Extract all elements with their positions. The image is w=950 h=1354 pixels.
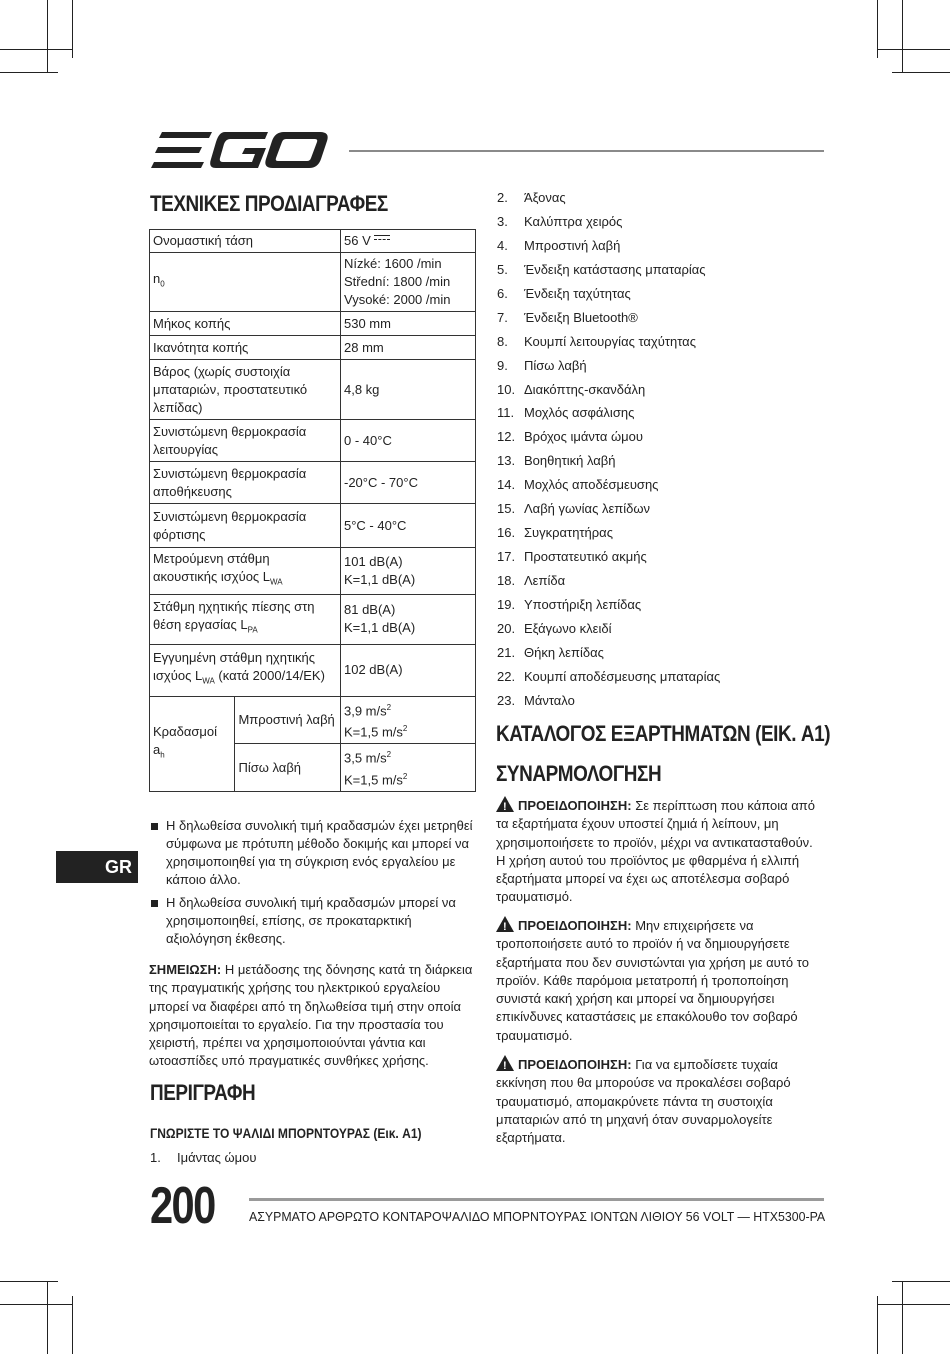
warning-paragraph: !ΠΡΟΕΙΔΟΠΟΙΗΣΗ: Μην επιχειρήσετε να τροποποιήσετε αυτό το προϊόν ή να δημιουργήσετε εξαρτήματα που δεν συνιστώνται για χρήση με αυτό το προϊόν. Κάθε παρόμοια μετατροπή ή τροποποίηση συνιστά κακή χρήση και μπορεί να δημιουργήσει επικίνδυνες καταστάσεις με επακόλουθο τον σοβαρό τραυματισμό. — [496, 916, 816, 1045]
table-row — [150, 696, 476, 744]
list-item: Η δηλωθείσα συνολική τιμή κραδασμών μπορεί να χρησιμοποιηθεί, επίσης, σε προκαταρκτική αξιολόγηση έκθεσης. — [149, 894, 479, 948]
description-subtitle: ΓΝΩΡΙΣΤΕ ΤΟ ΨΑΛΙΔΙ ΜΠΟΡΝΤΟΥΡΑΣ (Εικ. A1) — [150, 1125, 422, 1141]
spec-value: Nízké: 1600 /min Střední: 1800 /min Vysoké: 2000 /min — [341, 253, 476, 312]
table-row — [150, 230, 476, 253]
spec-label: Ονομαστική τάση — [150, 230, 341, 253]
table-row — [150, 644, 476, 696]
list-item: 20. Εξάγωνο κλειδί — [497, 620, 612, 636]
spec-value: 102 dB(A) — [341, 644, 476, 696]
warning-icon — [496, 796, 514, 812]
list-item: 1. Ιμάντας ώμου — [150, 1150, 257, 1165]
list-item: 10. Διακόπτης-σκανδάλη — [497, 381, 646, 397]
spec-value: 530 mm — [341, 312, 476, 336]
footer-title: ΑΣΥΡΜΑΤΟ ΑΡΘΡΩΤΟ ΚΟΝΤΑΡΟΨΑΛΙΔΟ ΜΠΟΡΝΤΟΥΡΑΣ ΙΟΝΤΩΝ ΛΙΘΙΟΥ 56 VOLT — HTX5300-PA — [249, 1209, 826, 1224]
warning-icon — [496, 916, 514, 932]
spec-label: Συνιστώμενη θερμοκρασία λειτουργίας — [150, 420, 341, 462]
list-item: 5. Ένδειξη κατάστασης μπαταρίας — [497, 261, 706, 277]
spec-label: Ικανότητα κοπής — [150, 336, 341, 360]
list-item: 12. Βρόχος ιμάντα ώμου — [497, 429, 643, 445]
list-item: 2. Άξονας — [497, 190, 566, 205]
table-row — [150, 360, 476, 420]
spec-value: 81 dB(A) K=1,1 dB(A) — [341, 594, 476, 644]
vibration-label: Κραδασμοί $a_h$ — [150, 696, 235, 791]
description-title: ΠΕΡΙΓΡΑΦΗ — [150, 1080, 256, 1105]
vibration-notes — [149, 817, 479, 953]
assembly-title: ΣΥΝΑΡΜΟΛΟΓΗΣΗ — [496, 761, 662, 786]
footer-rule — [249, 1198, 824, 1201]
list-item: 3. Καλύπτρα χειρός — [497, 213, 623, 229]
specs-table — [149, 229, 476, 792]
ego-logo — [150, 128, 330, 172]
spec-value: 4,8 kg — [341, 360, 476, 420]
list-item: 17. Προστατευτικό ακμής — [497, 549, 647, 565]
list-item: 4. Μπροστινή λαβή — [497, 237, 621, 253]
list-item: 19. Υποστήριξη λεπίδας — [497, 596, 642, 612]
spec-label: Μήκος κοπής — [150, 312, 341, 336]
header-rule — [349, 150, 824, 152]
vibration-rear-label: Πίσω λαβή — [235, 744, 341, 792]
list-item: 9. Πίσω λαβή — [497, 357, 587, 373]
spec-label: Συνιστώμενη θερμοκρασία αποθήκευσης — [150, 462, 341, 504]
page-number: 200 — [150, 1177, 215, 1235]
spec-value: 101 dB(A) K=1,1 dB(A) — [341, 548, 476, 595]
list-item: 8. Κουμπί λειτουργίας ταχύτητας — [497, 333, 696, 349]
dc-symbol-icon — [374, 235, 390, 244]
vibration-front-label: Μπροστινή λαβή — [235, 696, 341, 744]
list-item: 18. Λεπίδα — [497, 573, 566, 588]
specs-title: ΤΕΧΝΙΚΕΣ ΠΡΟΔΙΑΓΡΑΦΕΣ — [150, 191, 388, 216]
spec-label: $n_0$ — [150, 253, 341, 312]
list-item: 13. Βοηθητική λαβή — [497, 453, 616, 469]
catalog-title: ΚΑΤΑΛΟΓΟΣ ΕΞΑΡΤΗΜΑΤΩΝ (ΕΙΚ. A1) — [496, 721, 831, 746]
spec-value: 28 mm — [341, 336, 476, 360]
spec-label: Στάθμη ηχητικής πίεσης στη θέση εργασίας $L_{PA}$ — [150, 594, 341, 644]
spec-value: 0 - 40°C — [341, 420, 476, 462]
note-paragraph: ΣΗΜΕΙΩΣΗ: Η μετάδοσης της δόνησης κατά τη διάρκεια της πραγματικής χρήσης του ηλεκτρικού εργαλείου μπορεί να διαφέρει από τη δηλωθείσα τιμή στην οποία χρησιμοποιείται το εργαλείο. Για την προστασία του χειριστή, πρέπει να χρησιμοποιούνται γάντια και ωτοασπίδες υπό πραγματικές συνθήκες χρήσης. — [149, 962, 473, 1069]
table-row — [150, 548, 476, 595]
table-row — [150, 462, 476, 504]
spec-label: Μετρούμενη στάθμη ακουστικής ισχύος $L_{WA}$ — [150, 548, 341, 595]
table-row — [150, 253, 476, 312]
parts-list-right — [497, 189, 817, 716]
list-item: 16. Συγκρατητήρας — [497, 525, 613, 541]
warning-icon — [496, 1055, 514, 1071]
list-item: 7. Ένδειξη Bluetooth® — [497, 309, 638, 325]
warning-paragraph: !ΠΡΟΕΙΔΟΠΟΙΗΣΗ: Για να εμποδίσετε τυχαία εκκίνηση που θα μπορούσε να προκαλέσει σοβαρό τραυματισμό, απομακρύνετε πάντα τη συστοιχία μπαταριών από τη μηχανή όταν συναρμολογείτε εξαρτήματα. — [496, 1055, 816, 1147]
list-item: 14. Μοχλός αποδέσμευσης — [497, 477, 659, 493]
list-item: 22. Κουμπί αποδέσμευσης μπαταρίας — [497, 668, 721, 684]
list-item: 15. Λαβή γωνίας λεπίδων — [497, 501, 650, 517]
parts-list-left — [150, 1149, 450, 1173]
list-item: 23. Μάνταλο — [497, 692, 575, 708]
list-item: Η δηλωθείσα συνολική τιμή κραδασμών έχει μετρηθεί σύμφωνα με πρότυπη μέθοδο δοκιμής και μπορεί να χρησιμοποιηθεί για τη σύγκριση ενός εργαλείου με κάποιο άλλο. — [149, 817, 479, 889]
language-tab: GR — [56, 851, 138, 883]
table-row — [150, 420, 476, 462]
vibration-rear-value: 3,5 $m/s^2$ K=1,5 $m/s^2$ — [341, 744, 476, 792]
warning-paragraph: !ΠΡΟΕΙΔΟΠΟΙΗΣΗ: Σε περίπτωση που κάποια από τα εξαρτήματα έχουν υποστεί ζημιά ή λείπουν, μη χρησιμοποιήσετε το προϊόν, μέχρι να αντικατασταθούν. Η χρήση αυτού του προϊόντος με φθαρμένα ή ελλιπή εξαρτήματα μπορεί να έχει ως αποτέλεσμα σοβαρό τραυματισμό. — [496, 796, 816, 907]
spec-value: 56 V — [341, 230, 476, 253]
vibration-front-value: 3,9 $m/s^2$ K=1,5 $m/s^2$ — [341, 696, 476, 744]
list-item: 21. Θήκη λεπίδας — [497, 644, 604, 660]
spec-label: Συνιστώμενη θερμοκρασία φόρτισης — [150, 504, 341, 548]
table-row — [150, 312, 476, 336]
spec-label: Εγγυημένη στάθμη ηχητικής ισχύος $L_{WA}$ (κατά 2000/14/ΕΚ) — [150, 644, 341, 696]
list-item: 11. Μοχλός ασφάλισης — [497, 405, 635, 421]
list-item: 6. Ένδειξη ταχύτητας — [497, 285, 631, 301]
spec-value: 5°C - 40°C — [341, 504, 476, 548]
spec-value: -20°C - 70°C — [341, 462, 476, 504]
table-row — [150, 336, 476, 360]
spec-label: Βάρος (χωρίς συστοιχία μπαταριών, προστατευτικό λεπίδας) — [150, 360, 341, 420]
table-row — [150, 504, 476, 548]
table-row — [150, 594, 476, 644]
